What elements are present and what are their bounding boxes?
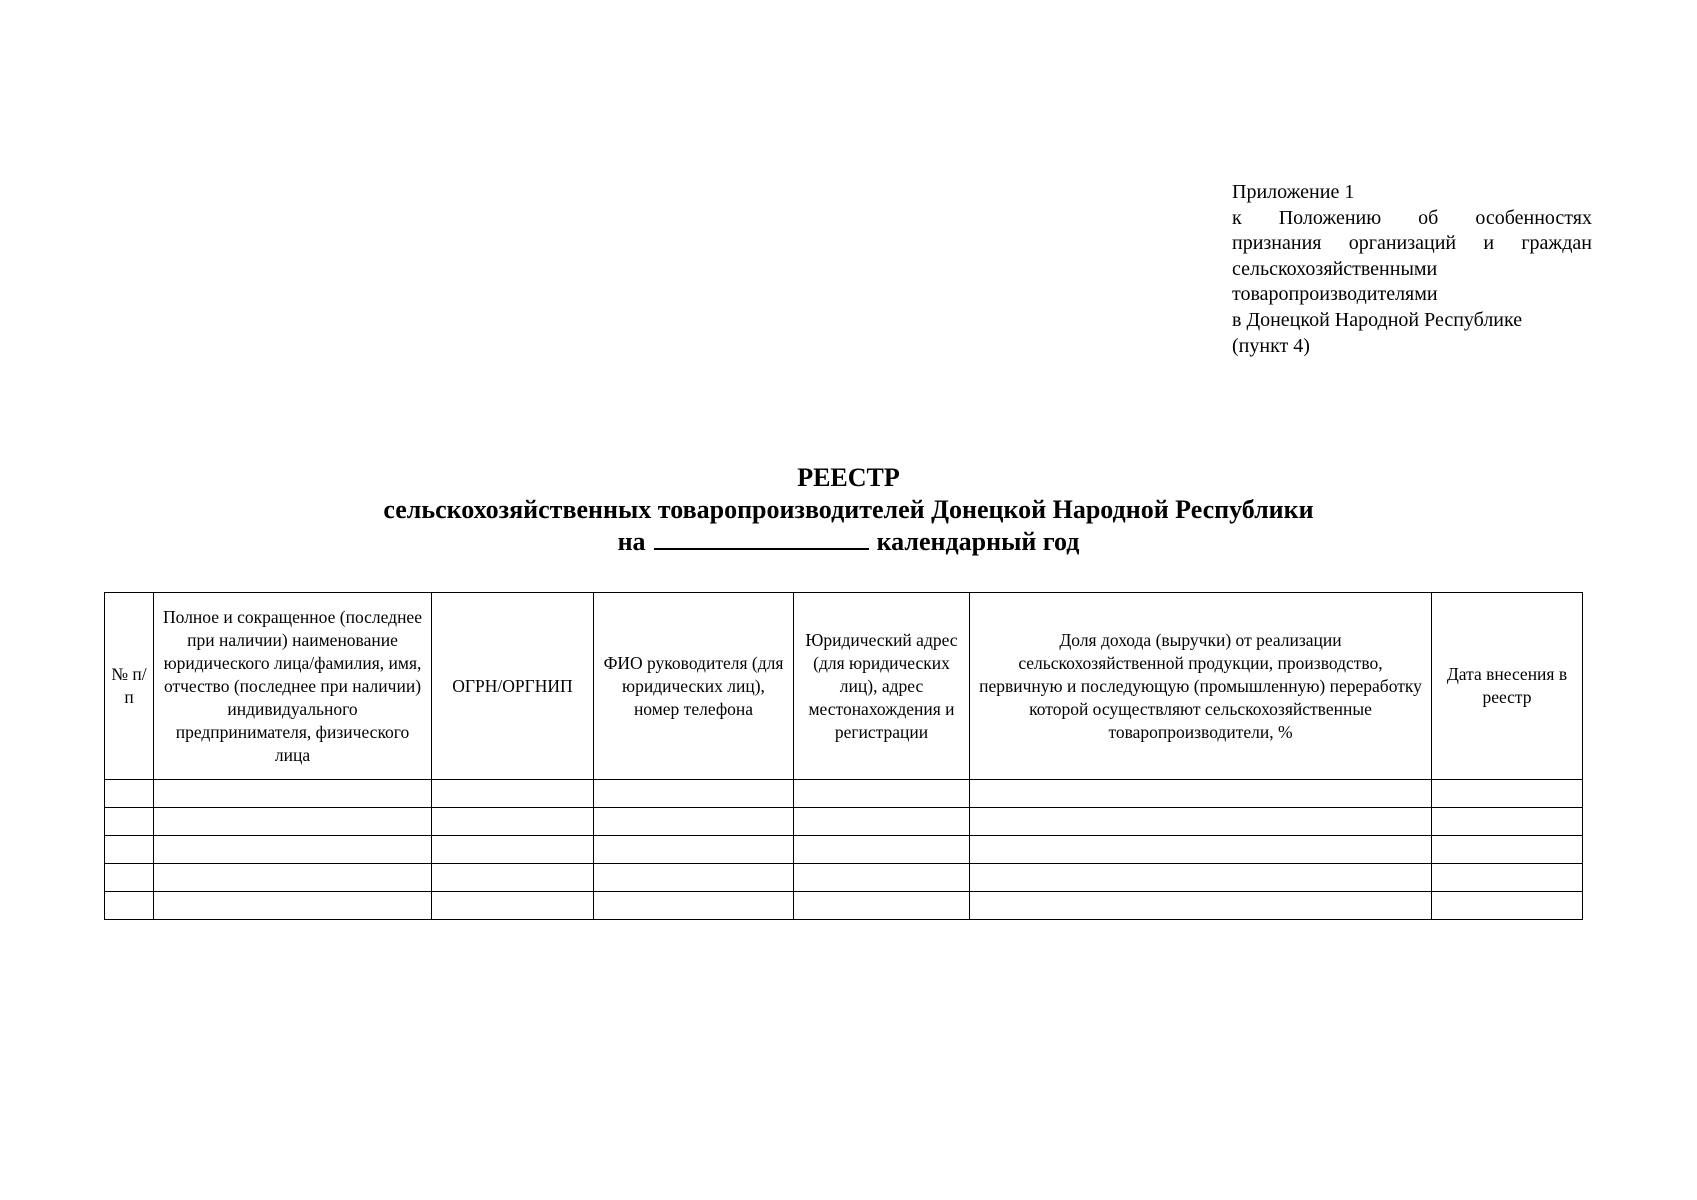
table-cell[interactable]: [794, 892, 970, 920]
header-entry-date: Дата внесения в реестр: [1432, 593, 1583, 780]
table-cell[interactable]: [1432, 808, 1583, 836]
table-cell[interactable]: [970, 808, 1432, 836]
table-cell[interactable]: [154, 780, 432, 808]
header-row: [105, 593, 1583, 780]
table-cell[interactable]: [1432, 836, 1583, 864]
table-cell[interactable]: [1432, 864, 1583, 892]
header-address: Юридический адрес (для юридических лиц), адрес местонахождения и регистрации: [794, 593, 970, 780]
table-cell[interactable]: [1432, 892, 1583, 920]
table-cell[interactable]: [794, 808, 970, 836]
title-year-prefix: на: [617, 527, 646, 556]
table-cell[interactable]: [154, 836, 432, 864]
registry-body: [105, 780, 1583, 920]
appendix-line: в Донецкой Народной Республике: [1232, 308, 1523, 331]
table-cell[interactable]: [794, 836, 970, 864]
table-row: [105, 892, 1583, 920]
header-income-share: Доля дохода (выручки) от реализации сельскохозяйственной продукции, производство, первичную и последующую (промышленную) переработку которой осуществляют сельскохозяйственные товаропроизводители, %: [970, 593, 1432, 780]
table-cell[interactable]: [970, 780, 1432, 808]
table-cell[interactable]: [432, 892, 594, 920]
table-cell[interactable]: [1432, 780, 1583, 808]
title-subject: сельскохозяйственных товаропроизводителей Донецкой Народной Республики: [383, 495, 1314, 524]
table-cell[interactable]: [594, 892, 794, 920]
table-row: [105, 864, 1583, 892]
title-year-suffix: календарный год: [876, 527, 1080, 556]
table-cell[interactable]: [594, 864, 794, 892]
table-cell[interactable]: [105, 780, 154, 808]
table-cell[interactable]: [105, 808, 154, 836]
table-cell[interactable]: [432, 836, 594, 864]
appendix-line: признания организаций и граждан: [1232, 232, 1592, 255]
table-cell[interactable]: [794, 864, 970, 892]
appendix-line: (пункт 4): [1232, 334, 1310, 357]
table-row: [105, 780, 1583, 808]
appendix-line: Приложение 1: [1232, 181, 1355, 203]
table-row: [105, 808, 1583, 836]
document-title: [0, 462, 1697, 558]
table-row: [105, 836, 1583, 864]
table-cell[interactable]: [594, 836, 794, 864]
table-cell[interactable]: [970, 864, 1432, 892]
year-blank-field[interactable]: [654, 526, 869, 550]
table-cell[interactable]: [105, 864, 154, 892]
table-cell[interactable]: [970, 836, 1432, 864]
table-cell[interactable]: [154, 864, 432, 892]
table-cell[interactable]: [154, 808, 432, 836]
appendix-line: товаропроизводителями: [1232, 283, 1438, 306]
header-name: Полное и сокращенное (последнее при наличии) наименование юридического лица/фамилия, имя, отчество (последнее при наличии) индивидуального предпринимателя, физического лица: [154, 593, 432, 780]
table-cell[interactable]: [154, 892, 432, 920]
registry-table: [104, 592, 1583, 920]
header-manager: ФИО руководителя (для юридических лиц), номер телефона: [594, 593, 794, 780]
table-cell[interactable]: [594, 808, 794, 836]
table-cell[interactable]: [594, 780, 794, 808]
table-cell[interactable]: [970, 892, 1432, 920]
table-cell[interactable]: [105, 836, 154, 864]
table-cell[interactable]: [432, 864, 594, 892]
title-registry: РЕЕСТР: [797, 463, 900, 492]
table-cell[interactable]: [432, 780, 594, 808]
appendix-note: [1232, 180, 1592, 359]
appendix-line: сельскохозяйственными: [1232, 257, 1438, 280]
title-year-line: [0, 526, 1697, 558]
table-cell[interactable]: [794, 780, 970, 808]
appendix-line: к Положению об особенностях: [1232, 206, 1592, 229]
table-cell[interactable]: [105, 892, 154, 920]
header-number: № п/п: [105, 593, 154, 780]
table-cell[interactable]: [432, 808, 594, 836]
header-ogrn: ОГРН/ОРГНИП: [432, 593, 594, 780]
